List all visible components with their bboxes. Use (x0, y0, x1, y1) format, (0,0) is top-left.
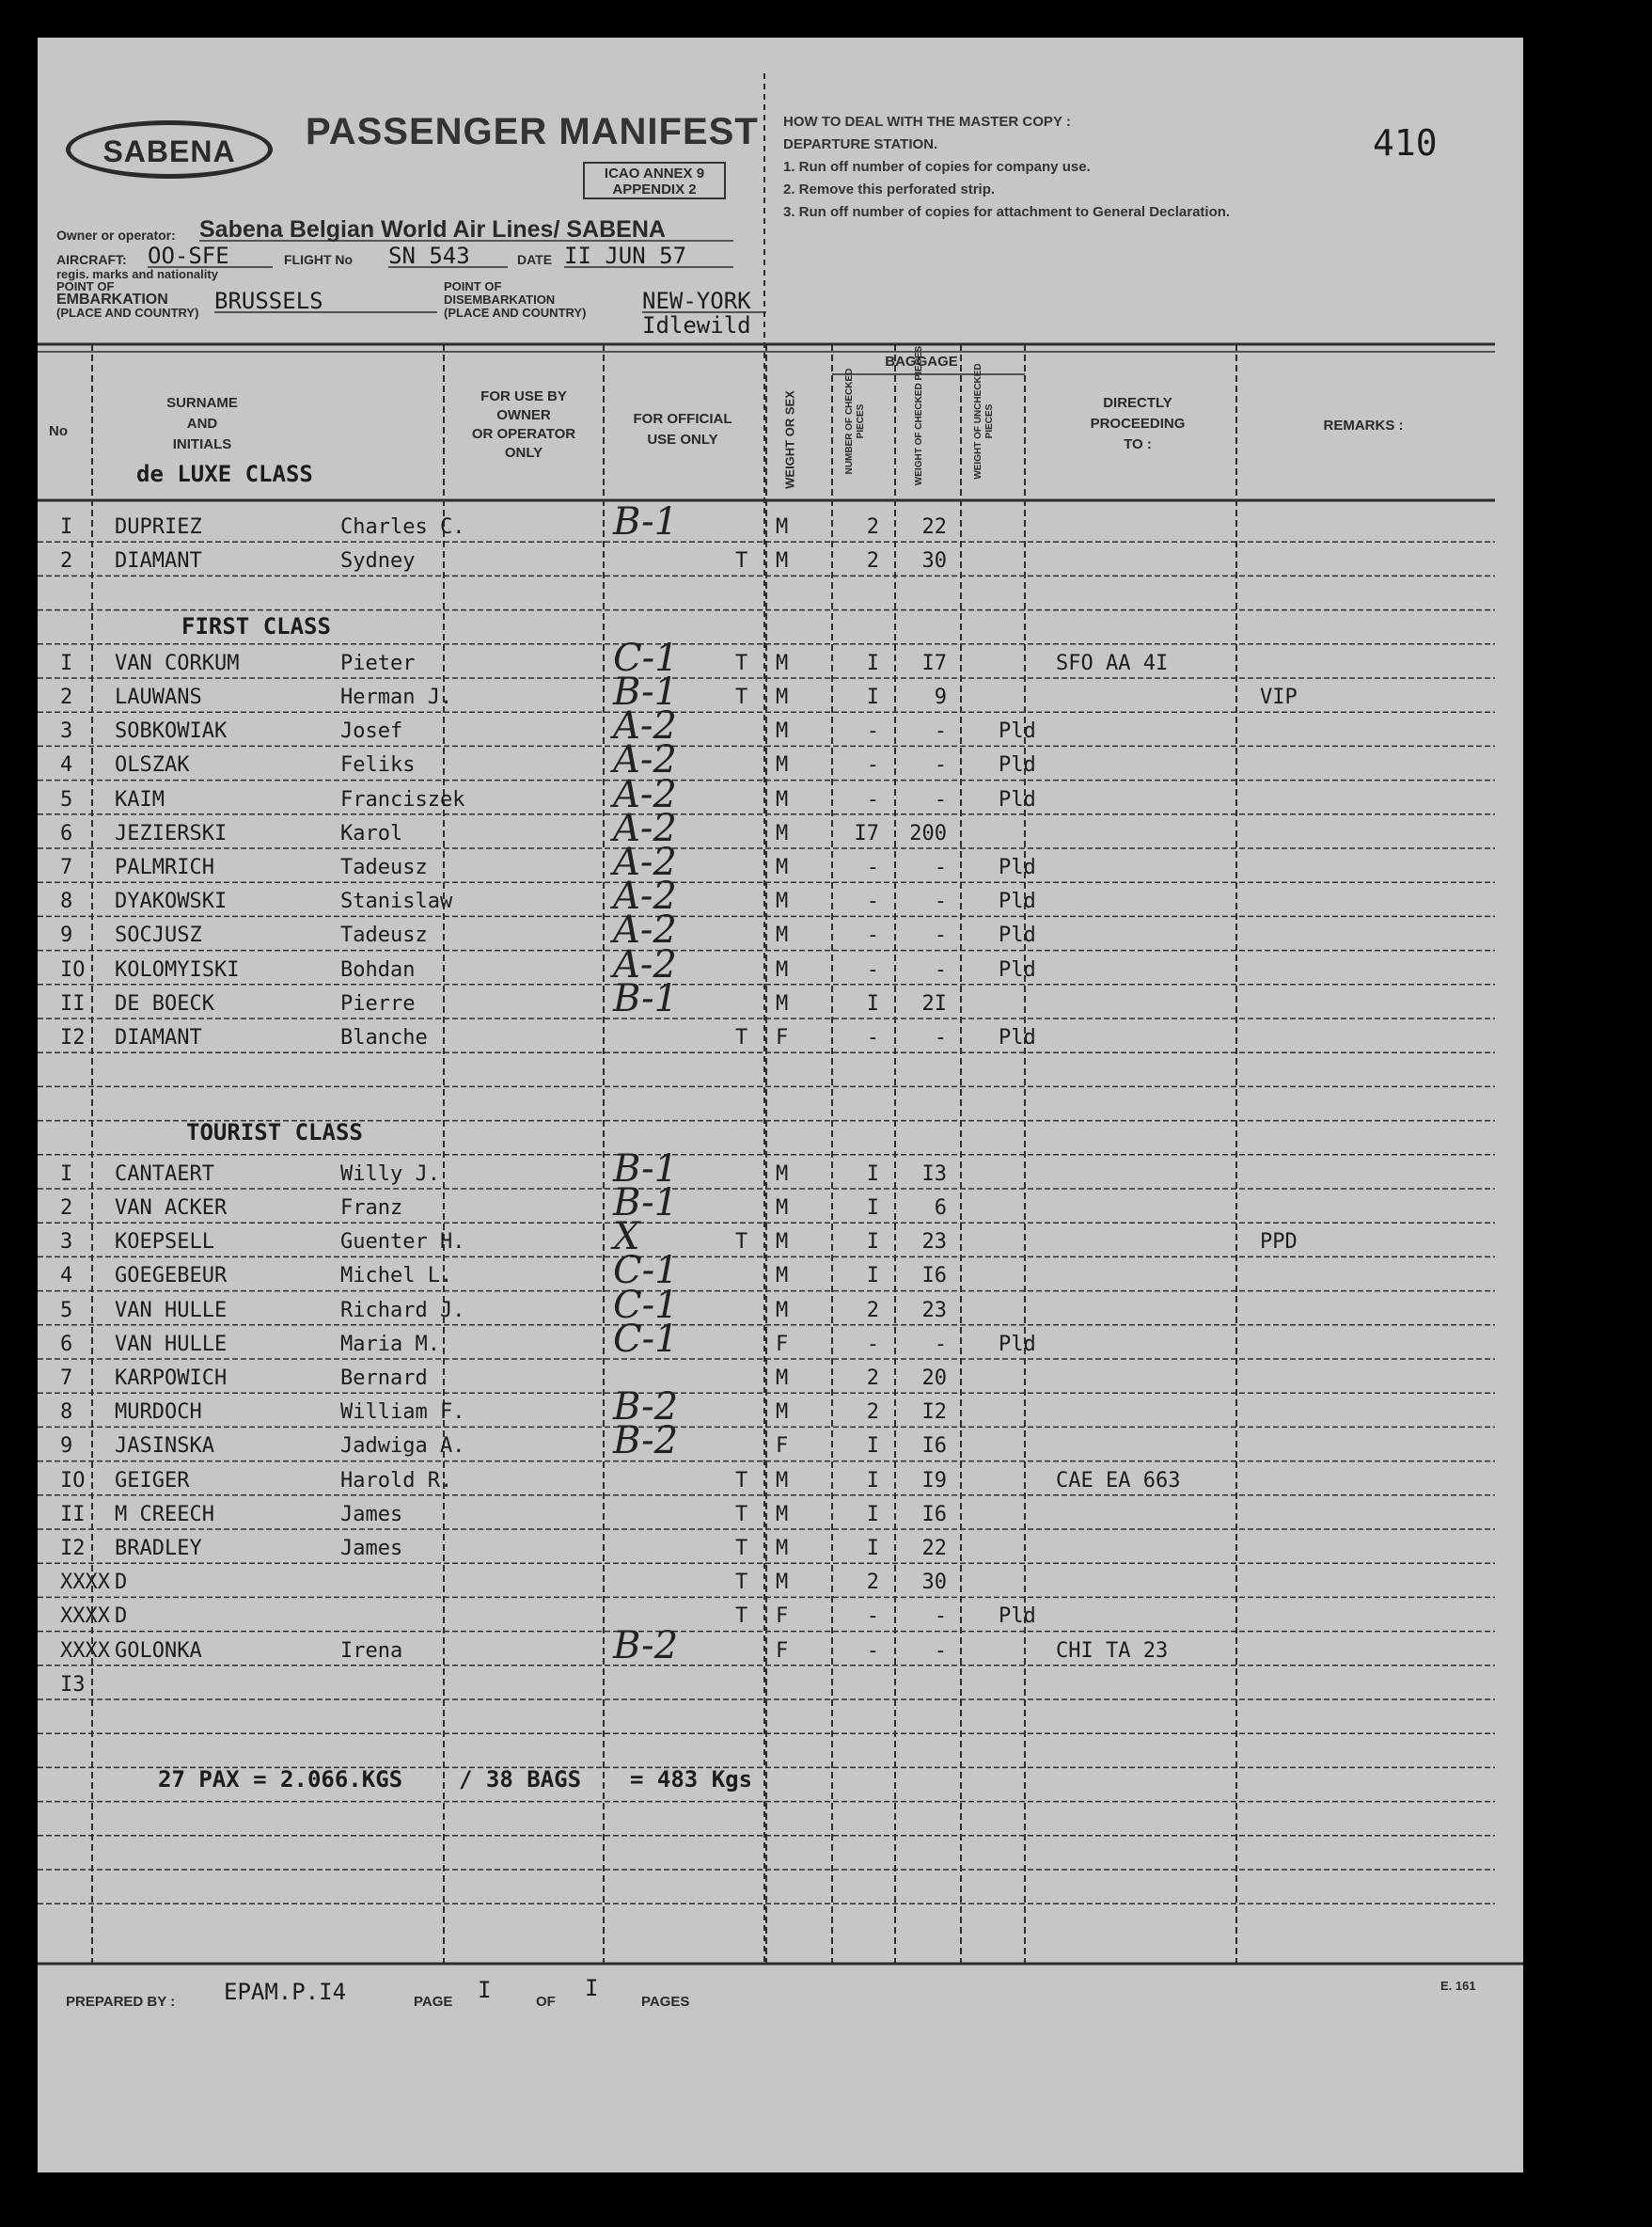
row-sex: M (776, 1298, 789, 1322)
embark-value: BRUSSELS (214, 288, 323, 314)
row-no: 2 (60, 686, 73, 709)
aircraft-sub-label: regis. marks and nationality (56, 267, 218, 281)
row-surname: LAUWANS (115, 686, 202, 709)
sabena-logo (66, 120, 273, 179)
row-dest: CHI TA 23 (1056, 1638, 1169, 1663)
row-first: Michel L. (340, 1264, 453, 1288)
col-official-1: FOR OFFICIAL (633, 411, 732, 427)
row-sex: M (776, 1264, 789, 1288)
row-official: B-2 (613, 1419, 679, 1463)
col-owner-3: OR OPERATOR (471, 426, 576, 442)
row-surname: BRADLEY (115, 1537, 202, 1560)
row-sex: F (776, 1332, 789, 1356)
instruction-line-0: HOW TO DEAL WITH THE MASTER COPY : (783, 114, 1071, 130)
row-pieces: I (866, 651, 879, 675)
row-t: T (735, 1026, 748, 1050)
class-first: FIRST CLASS (181, 613, 331, 640)
row-no: 9 (60, 924, 73, 948)
row-pieces: I (866, 1161, 879, 1186)
row-first: Josef (340, 719, 403, 744)
row-no: 2 (60, 549, 73, 574)
row-t: T (735, 686, 748, 709)
row-weight: - (934, 890, 947, 914)
row-weight: 2I (921, 991, 947, 1016)
row-official: B-1 (613, 671, 679, 714)
row-sex: F (776, 1604, 789, 1629)
row-no: 3 (60, 719, 73, 744)
instruction-line-3: 2. Remove this perforated strip. (783, 182, 996, 197)
row-sex: M (776, 719, 789, 744)
row-official: B-1 (613, 1181, 679, 1224)
row-official: A-2 (613, 738, 677, 782)
row-sex: M (776, 1230, 789, 1255)
row-sex: M (776, 821, 789, 845)
row-surname: VAN HULLE (115, 1298, 228, 1322)
col-direct-2: PROCEEDING (1090, 416, 1186, 432)
row-pieces: 2 (866, 549, 879, 574)
row-surname: KOLOMYISKI (115, 957, 240, 982)
row-surname: GOLONKA (115, 1638, 202, 1663)
row-surname: VAN CORKUM (115, 651, 240, 675)
row-first: Tadeusz (340, 924, 428, 948)
manifest-grid-lines (38, 38, 1523, 2172)
row-no: 4 (60, 1264, 73, 1288)
row-no: 2 (60, 1196, 73, 1220)
col-surname-1: SURNAME (166, 395, 238, 411)
row-pieces: - (866, 719, 879, 744)
row-sex: M (776, 1571, 789, 1595)
embark-label-2: EMBARKATION (56, 292, 168, 308)
flight-label: FLIGHT No (284, 252, 354, 267)
row-weight: - (934, 1026, 947, 1050)
row-official: C-1 (613, 636, 679, 680)
row-pieces: I (866, 1264, 879, 1288)
date-value: II JUN 57 (564, 243, 687, 269)
row-first: William F. (340, 1400, 465, 1425)
row-first: Blanche (340, 1026, 428, 1050)
row-official: A-2 (613, 875, 677, 919)
row-no: I3 (60, 1672, 86, 1697)
row-no: IO (60, 1468, 86, 1493)
instruction-line-4: 3. Run off number of copies for attachment to General Declaration. (783, 204, 1231, 220)
row-first: Stanislaw (340, 890, 453, 914)
row-pieces: - (866, 957, 879, 982)
row-no: 9 (60, 1434, 73, 1459)
row-pieces: 2 (866, 515, 879, 539)
col-surname-2: AND (186, 416, 218, 432)
row-weight: I6 (921, 1502, 947, 1526)
row-surname: MURDOCH (115, 1400, 202, 1425)
row-weight: 6 (934, 1196, 947, 1220)
aircraft-label: AIRCRAFT: (56, 252, 127, 267)
date-label: DATE (517, 252, 553, 267)
row-no: I (60, 651, 73, 675)
row-first: Franz (340, 1196, 403, 1220)
row-unchecked: Pld (999, 924, 1036, 948)
row-surname: CANTAERT (115, 1161, 214, 1186)
row-no: 8 (60, 1400, 73, 1425)
row-no: IO (60, 957, 86, 982)
annex-line-2: APPENDIX 2 (612, 182, 697, 197)
row-weight: - (934, 1638, 947, 1663)
row-surname: KAIM (115, 787, 165, 812)
page-serial-number: 410 (1373, 122, 1438, 164)
row-pieces: - (866, 856, 879, 879)
row-official: A-2 (613, 704, 677, 749)
row-sex: M (776, 856, 789, 879)
row-pieces: - (866, 1332, 879, 1356)
row-official: C-1 (613, 1249, 679, 1293)
row-surname: M CREECH (115, 1502, 214, 1526)
of-label: OF (536, 1994, 556, 2010)
col-bag-unchecked: WEIGHT OF UNCHECKED PIECES (973, 363, 995, 480)
totals-bags: / 38 BAGS (459, 1766, 582, 1793)
row-sex: M (776, 1537, 789, 1560)
disembark-label-1: POINT OF (444, 279, 502, 293)
row-sex: M (776, 890, 789, 914)
col-surname-3: INITIALS (172, 436, 232, 452)
row-surname: SOBKOWIAK (115, 719, 228, 744)
embark-label-3: (PLACE AND COUNTRY) (56, 306, 199, 320)
row-official: A-2 (613, 841, 677, 884)
row-first: Guenter H. (340, 1230, 465, 1255)
col-owner-4: ONLY (504, 445, 543, 461)
row-no: 7 (60, 1366, 73, 1390)
row-weight: - (934, 1604, 947, 1629)
annex-line-1: ICAO ANNEX 9 (604, 166, 705, 182)
row-sex: M (776, 924, 789, 948)
row-first: Franciszek (340, 787, 465, 812)
row-weight: I7 (921, 651, 947, 675)
row-pieces: I (866, 1230, 879, 1255)
manifest-title: PASSENGER MANIFEST (306, 111, 759, 152)
row-official: B-1 (613, 500, 679, 544)
row-pieces: I7 (854, 821, 879, 845)
aircraft-value: OO-SFE (148, 243, 229, 269)
instruction-line-2: 1. Run off number of copies for company use. (783, 159, 1091, 175)
manifest-sheet (38, 38, 1523, 2172)
row-first: Sydney (340, 549, 416, 574)
row-sex: M (776, 1161, 789, 1186)
row-weight: 23 (921, 1230, 947, 1255)
row-official: B-1 (613, 1146, 679, 1191)
row-first: Jadwiga A. (340, 1434, 465, 1459)
row-weight: 20 (921, 1366, 947, 1390)
row-official: B-1 (613, 976, 679, 1020)
row-sex: M (776, 1400, 789, 1425)
row-t: T (735, 1537, 748, 1560)
row-pieces: I (866, 686, 879, 709)
col-direct (1039, 393, 1236, 455)
row-first: James (340, 1502, 403, 1526)
row-surname: PALMRICH (115, 856, 214, 879)
row-official: B-2 (613, 1623, 679, 1667)
row-no: I (60, 1161, 73, 1186)
row-remark: PPD (1260, 1230, 1298, 1255)
row-no: XXXX (60, 1604, 110, 1629)
row-pieces: - (866, 1638, 879, 1663)
row-t: T (735, 549, 748, 574)
row-surname: GEIGER (115, 1468, 190, 1493)
row-no: 4 (60, 753, 73, 778)
row-official: A-2 (613, 772, 677, 816)
row-first: James (340, 1537, 403, 1560)
row-weight: I6 (921, 1434, 947, 1459)
row-surname: VAN HULLE (115, 1332, 228, 1356)
row-t: T (735, 1230, 748, 1255)
row-first: Bohdan (340, 957, 416, 982)
class-deluxe: de LUXE CLASS (136, 461, 313, 487)
row-pieces: I (866, 1502, 879, 1526)
form-code: E. 161 (1440, 1979, 1476, 1993)
row-sex: M (776, 686, 789, 709)
row-official: C-1 (613, 1317, 679, 1361)
row-first: Harold R. (340, 1468, 453, 1493)
row-weight: I9 (921, 1468, 947, 1493)
col-owner-2: OWNER (496, 407, 551, 423)
row-no: XXXX (60, 1571, 110, 1595)
of-value: I (585, 1975, 599, 2001)
row-first: Maria M. (340, 1332, 440, 1356)
row-no: 5 (60, 1298, 73, 1322)
row-weight: I2 (921, 1400, 947, 1425)
col-direct-1: DIRECTLY (1103, 395, 1172, 411)
row-weight: - (934, 719, 947, 744)
row-pieces: 2 (866, 1366, 879, 1390)
col-owner (448, 387, 599, 463)
col-surname (66, 393, 338, 455)
row-no: 6 (60, 821, 73, 845)
row-remark: VIP (1260, 686, 1298, 709)
row-t: T (735, 1502, 748, 1526)
row-no: I2 (60, 1026, 86, 1050)
page-value: I (478, 1977, 492, 2003)
row-sex: M (776, 1468, 789, 1493)
totals-pax: 27 PAX = 2.066.KGS (158, 1766, 403, 1793)
embark-label (56, 280, 198, 320)
row-weight: - (934, 856, 947, 879)
row-no: II (60, 991, 86, 1016)
row-unchecked: Pld (999, 957, 1036, 982)
row-sex: M (776, 549, 789, 574)
row-no: 7 (60, 856, 73, 879)
row-official: A-2 (613, 806, 677, 850)
instructions-block (783, 111, 1230, 224)
row-surname: KOEPSELL (115, 1230, 214, 1255)
row-pieces: 2 (866, 1571, 879, 1595)
row-first: Charles C. (340, 515, 465, 539)
row-first: Herman J. (340, 686, 453, 709)
row-pieces: - (866, 890, 879, 914)
row-unchecked: Pld (999, 753, 1036, 778)
sabena-logo-text: SABENA (102, 134, 236, 168)
embark-label-1: POINT OF (56, 279, 115, 293)
row-no: 3 (60, 1230, 73, 1255)
owner-value: Sabena Belgian World Air Lines/ SABENA (199, 216, 666, 243)
row-no: XXXX (60, 1638, 110, 1663)
row-no: 6 (60, 1332, 73, 1356)
col-remarks: REMARKS : (1323, 418, 1404, 434)
page-label: PAGE (414, 1994, 453, 2010)
row-surname: VAN ACKER (115, 1196, 228, 1220)
row-surname: SOCJUSZ (115, 924, 202, 948)
row-sex: M (776, 515, 789, 539)
disembark-label (444, 280, 586, 320)
row-surname: GOEGEBEUR (115, 1264, 228, 1288)
row-pieces: I (866, 991, 879, 1016)
row-pieces: I (866, 1537, 879, 1560)
row-surname: JASINSKA (115, 1434, 214, 1459)
row-no: 5 (60, 787, 73, 812)
row-weight: - (934, 753, 947, 778)
row-weight: 200 (909, 821, 947, 845)
row-unchecked: Pld (999, 719, 1036, 744)
row-t: T (735, 651, 748, 675)
row-weight: 22 (921, 515, 947, 539)
row-first: Richard J. (340, 1298, 465, 1322)
row-pieces: - (866, 753, 879, 778)
disembark-label-2: DISEMBARKATION (444, 292, 556, 307)
row-unchecked: Pld (999, 787, 1036, 812)
row-unchecked: Pld (999, 1332, 1036, 1356)
row-pieces: 2 (866, 1400, 879, 1425)
row-sex: M (776, 991, 789, 1016)
row-pieces: - (866, 924, 879, 948)
row-weight: I6 (921, 1264, 947, 1288)
row-no: 8 (60, 890, 73, 914)
col-owner-1: FOR USE BY (480, 388, 567, 404)
prepared-value: EPAM.P.I4 (224, 1979, 347, 2005)
row-weight: 22 (921, 1537, 947, 1560)
row-surname: DIAMANT (115, 1026, 202, 1050)
col-direct-3: TO : (1124, 436, 1152, 452)
row-sex: M (776, 1196, 789, 1220)
pages-label: PAGES (641, 1994, 690, 2010)
row-official: X (613, 1215, 640, 1259)
row-official: A-2 (613, 942, 677, 987)
row-surname: JEZIERSKI (115, 821, 228, 845)
row-surname: D (115, 1571, 128, 1595)
row-no: I2 (60, 1537, 86, 1560)
row-weight: 23 (921, 1298, 947, 1322)
row-dest: SFO AA 4I (1056, 651, 1169, 675)
row-pieces: - (866, 1026, 879, 1050)
row-sex: M (776, 1502, 789, 1526)
row-first: Pierre (340, 991, 416, 1016)
row-pieces: I (866, 1434, 879, 1459)
row-first: Feliks (340, 753, 416, 778)
prepared-label: PREPARED BY : (66, 1994, 176, 2010)
row-dest: CAE EA 663 (1056, 1468, 1181, 1493)
row-first: Irena (340, 1638, 403, 1663)
row-surname: DYAKOWSKI (115, 890, 228, 914)
row-sex: F (776, 1638, 789, 1663)
owner-label: Owner or operator: (56, 228, 176, 243)
row-weight: 9 (934, 686, 947, 709)
disembark-value-2: Idlewild (642, 312, 751, 339)
row-first: Karol (340, 821, 403, 845)
row-pieces: I (866, 1196, 879, 1220)
row-first: Bernard (340, 1366, 428, 1390)
row-sex: M (776, 957, 789, 982)
row-unchecked: Pld (999, 856, 1036, 879)
row-surname: DIAMANT (115, 549, 202, 574)
row-sex: F (776, 1434, 789, 1459)
row-weight: - (934, 924, 947, 948)
row-first: Tadeusz (340, 856, 428, 879)
flight-value: SN 543 (388, 243, 470, 269)
row-first: Willy J. (340, 1161, 440, 1186)
row-unchecked: Pld (999, 890, 1036, 914)
row-pieces: - (866, 787, 879, 812)
row-first: Pieter (340, 651, 416, 675)
class-tourist: TOURIST CLASS (186, 1119, 363, 1145)
row-no: II (60, 1502, 86, 1526)
row-sex: M (776, 651, 789, 675)
row-sex: F (776, 1026, 789, 1050)
row-pieces: I (866, 1468, 879, 1493)
row-weight: - (934, 787, 947, 812)
row-weight: I3 (921, 1161, 947, 1186)
col-baggage: BAGGAGE (885, 354, 958, 370)
row-pieces: - (866, 1604, 879, 1629)
row-surname: DUPRIEZ (115, 515, 202, 539)
row-surname: D (115, 1604, 128, 1629)
disembark-label-3: (PLACE AND COUNTRY) (444, 306, 587, 320)
row-sex: M (776, 753, 789, 778)
row-weight: - (934, 957, 947, 982)
col-bag-weight: WEIGHT OF CHECKED PIECES (914, 345, 924, 486)
row-sex: M (776, 1366, 789, 1390)
col-no: No (49, 423, 68, 439)
row-surname: DE BOECK (115, 991, 214, 1016)
icao-annex-box (583, 162, 726, 199)
row-unchecked: Pld (999, 1604, 1036, 1629)
row-weight: - (934, 1332, 947, 1356)
col-weight-sex: WEIGHT OR SEX (782, 390, 797, 489)
row-surname: KARPOWICH (115, 1366, 228, 1390)
row-unchecked: Pld (999, 1026, 1036, 1050)
col-official-2: USE ONLY (647, 432, 718, 448)
row-official: C-1 (613, 1283, 679, 1327)
totals-bag-kgs: = 483 Kgs (630, 1766, 753, 1793)
row-official: A-2 (613, 908, 677, 953)
row-t: T (735, 1571, 748, 1595)
row-pieces: 2 (866, 1298, 879, 1322)
row-weight: 30 (921, 1571, 947, 1595)
row-t: T (735, 1604, 748, 1629)
row-no: I (60, 515, 73, 539)
row-official: B-2 (613, 1385, 679, 1429)
row-sex: M (776, 787, 789, 812)
row-surname: OLSZAK (115, 753, 190, 778)
col-bag-num: NUMBER OF CHECKED PIECES (844, 368, 866, 475)
instruction-line-1: DEPARTURE STATION. (783, 136, 938, 152)
col-official (604, 409, 762, 450)
row-t: T (735, 1468, 748, 1493)
disembark-value: NEW-YORK (642, 288, 751, 314)
row-weight: 30 (921, 549, 947, 574)
